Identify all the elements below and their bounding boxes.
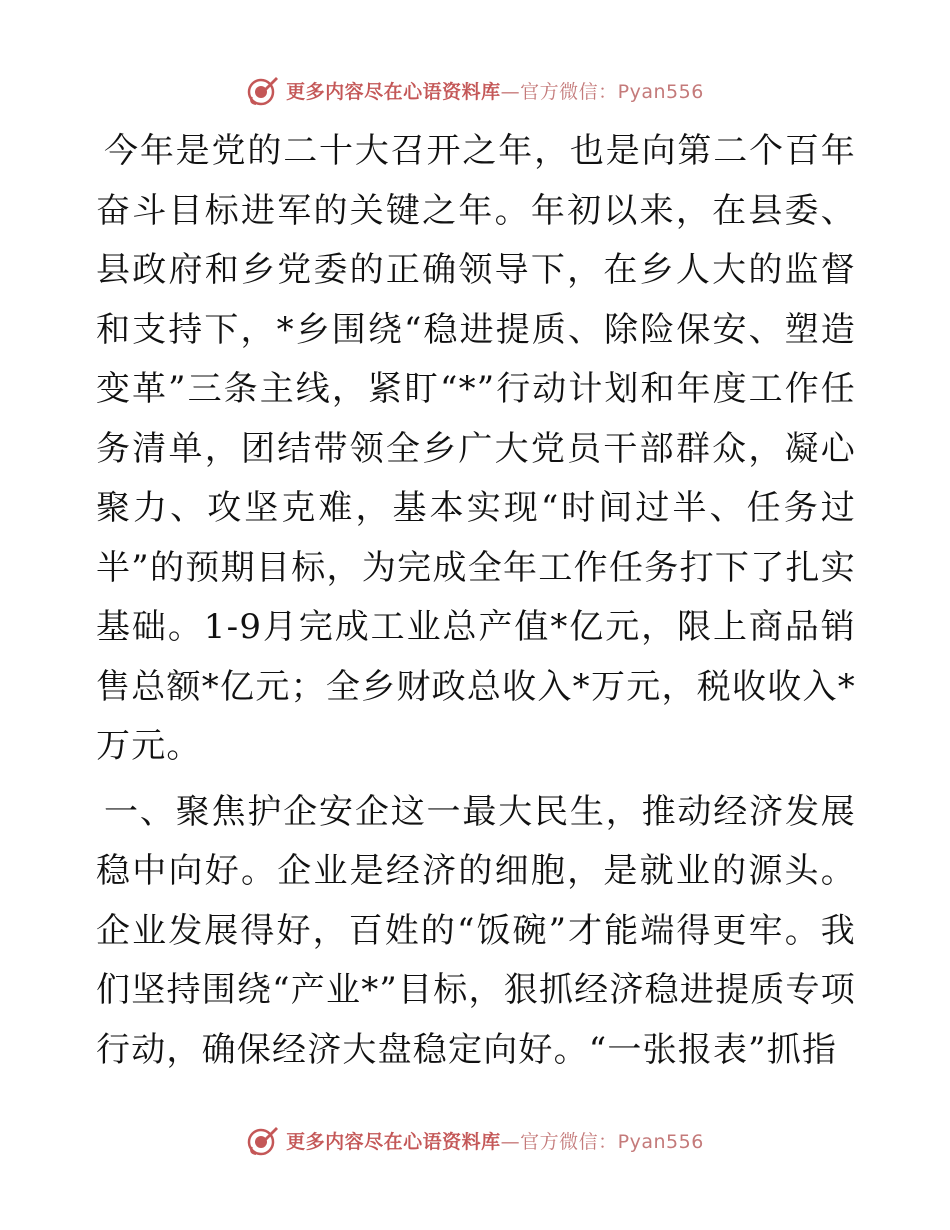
watermark-separator: — [500, 80, 521, 103]
paragraph-section-one: 一、聚焦护企安企这一最大民生，推动经济发展稳中向好。企业是经济的细胞，是就业的源头。企业发展得好，百姓的“饭碗”才能端得更牢。我们坚持围绕“产业*”目标，狠抓经济稳进提质专项行动，确保经济大盘稳定向好。“一张报表”抓指 [96, 791, 856, 1070]
watermark-rest: 官方微信：Pyan556 [520, 80, 704, 103]
watermark-text [286, 1127, 704, 1154]
paragraph-intro: 今年是党的二十大召开之年，也是向第二个百年奋斗目标进军的关键之年。年初以来，在县委、县政府和乡党委的正确领导下，在乡人大的监督和支持下，*乡围绕“稳进提质、除险保安、塑造变革”三条主线，紧盯“*”行动计划和年度工作任务清单，团结带领全乡广大党员干部群众，凝心聚力、攻坚克难，基本实现“时间过半、任务过半”的预期目标，为完成全年工作任务打下了扎实基础。1-9月完成工业总产值*亿元，限上商品销售总额*亿元；全乡财政总收入*万元，税收收入*万元。 [96, 131, 856, 766]
watermark-text [286, 77, 704, 104]
watermark-rest: 官方微信：Pyan556 [520, 1130, 704, 1153]
pen-circle-logo-icon [246, 1123, 280, 1157]
pen-circle-logo-icon [246, 73, 280, 107]
watermark-main: 更多内容尽在心语资料库 [286, 80, 501, 103]
watermark-main: 更多内容尽在心语资料库 [286, 1130, 501, 1153]
footer-watermark [0, 1120, 950, 1160]
watermark-separator: — [500, 1130, 521, 1153]
header-watermark [0, 70, 950, 110]
document-body [96, 122, 856, 1080]
